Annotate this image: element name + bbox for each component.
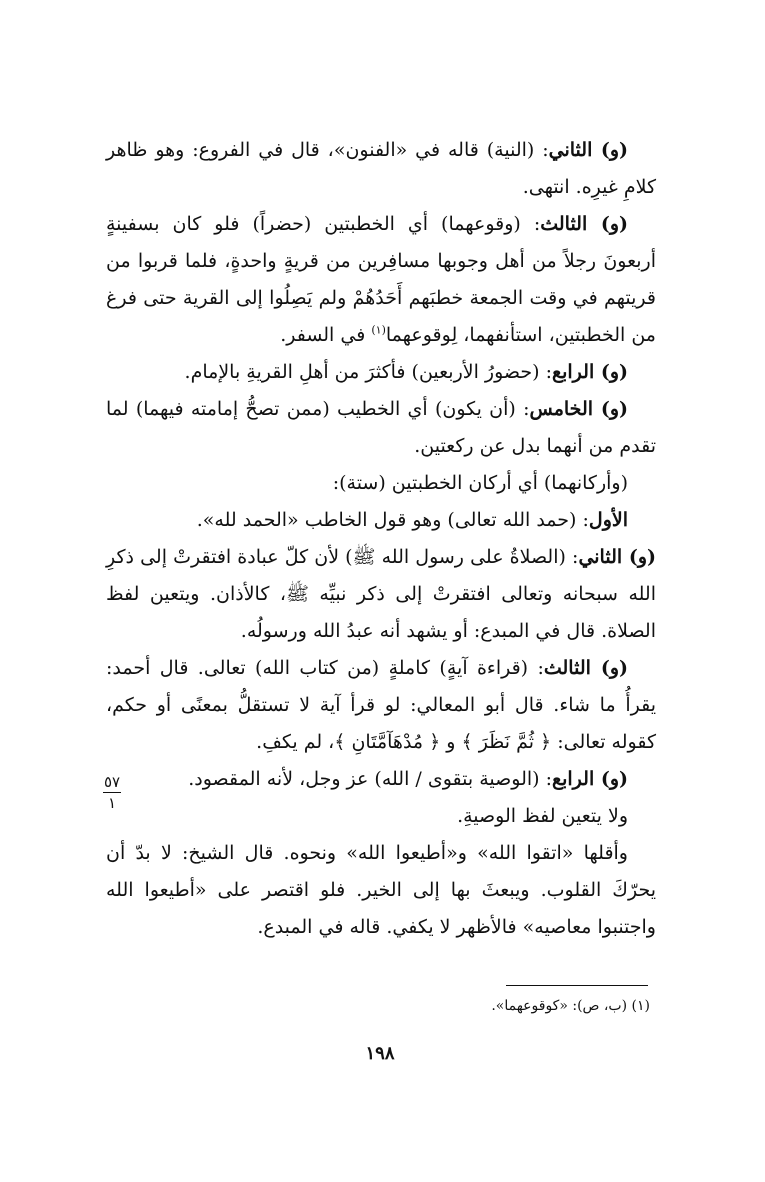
paragraph-9 [106,761,656,798]
paragraph-lead: الأول [588,509,628,531]
paragraph-lead: (و) الرابع [552,361,628,383]
paragraph-8 [106,650,656,761]
manuscript-folio-marker [99,774,125,811]
paragraph-text: : (قراءة آيةٍ) كاملةٍ (من كتاب الله) تعالى. قال أحمد: يقرأُ ما شاء. قال أبو المعالي: لو قرأ آية لا تستقلُّ بمعنًى أو حكم، كقوله تعالى: ﴿ ثُمَّ نَظَرَ ﴾ و ﴿ مُدْهَآمَّتَانِ ﴾، لم يكفِ. [106,657,656,753]
paragraph-text: : (أن يكون) أي الخطيب (ممن تصحُّ إمامته فيهما) لما تقدم من أنهما بدل عن ركعتين. [106,398,656,457]
paragraph-text: : (النية) قاله في «الفنون»، قال في الفروع: وهو ظاهر كلامِ غيرِه. انتهى. [106,139,656,198]
paragraph-1 [106,132,656,206]
paragraph-text: وأقلها «اتقوا الله» و«أطيعوا الله» ونحوه. قال الشيخ: لا بدّ أن يحرّكَ القلوب. ويبعثَ بها إلى الخير. فلو اقتصر على «أطيعوا الله واجتنبوا معاصيه» فالأظهر لا يكفي. قاله في المبدع. [106,842,656,938]
paragraph-text: : (الوصية بتقوى / الله) عز وجل، لأنه المقصود. [188,768,552,790]
paragraph-text-after: في السفر. [280,324,372,346]
paragraph-4 [106,391,656,465]
paragraph-lead: (و) الرابع [552,768,628,790]
main-text [106,132,656,946]
folio-number: ٥٧ [103,773,121,791]
paragraph-6 [106,502,656,539]
page-number: ١٩٨ [365,1043,395,1064]
footnote: (١) (ب، ص): «كوقوعهما». [491,998,650,1014]
paragraph-lead: (و) الثاني [578,546,656,568]
paragraph-5 [106,465,656,502]
folio-divider [103,792,121,793]
paragraph-text: : (حمد الله تعالى) وهو قول الخاطب «الحمد لله». [196,509,589,531]
paragraph-10 [106,798,656,835]
paragraph-lead: (و) الخامس [529,398,628,420]
footnote-reference[interactable]: (١) [371,323,386,337]
footnote-separator [506,985,648,986]
paragraph-3 [106,354,656,391]
paragraph-11 [106,835,656,946]
paragraph-text: : (وقوعهما) أي الخطبتين (حضراً) فلو كان بسفينةٍ أربعونَ رجلاً من أهل وجوبها مسافِرين من قريةٍ واحدةٍ، فلما قربوا من قريتهم في وقت الجمعة خطبَهم أَحَدُهُمْ ولم يَصِلُوا إلى القرية حتى فرغ من الخطبتين، استأنفهما، لِوقوعهما [106,213,656,346]
paragraph-lead: (و) الثاني [548,139,629,161]
paragraph-2 [106,206,656,354]
paragraph-text: ولا يتعين لفظ الوصيةِ. [457,805,628,827]
paragraph-lead: (و) الثالث [540,213,628,235]
paragraph-text: : (حضورُ الأربعين) فأكثرَ من أهلِ القريةِ بالإمام. [184,361,552,383]
paragraph-7 [106,539,656,650]
paragraph-lead: (و) الثالث [543,657,628,679]
paragraph-text: : (الصلاةُ على رسول الله ﷺ) لأن كلّ عبادة افتقرتْ إلى ذكرِ الله سبحانه وتعالى افتقرتْ إلى ذكر نبيِّه ﷺ، كالأذان. ويتعين لفظ الصلاة. قال في المبدع: أو يشهد أنه عبدُ الله ورسولُه. [106,546,656,642]
folio-side: ١ [107,794,117,812]
paragraph-text: (وأركانهما) أي أركان الخطبتين (ستة): [332,472,628,494]
